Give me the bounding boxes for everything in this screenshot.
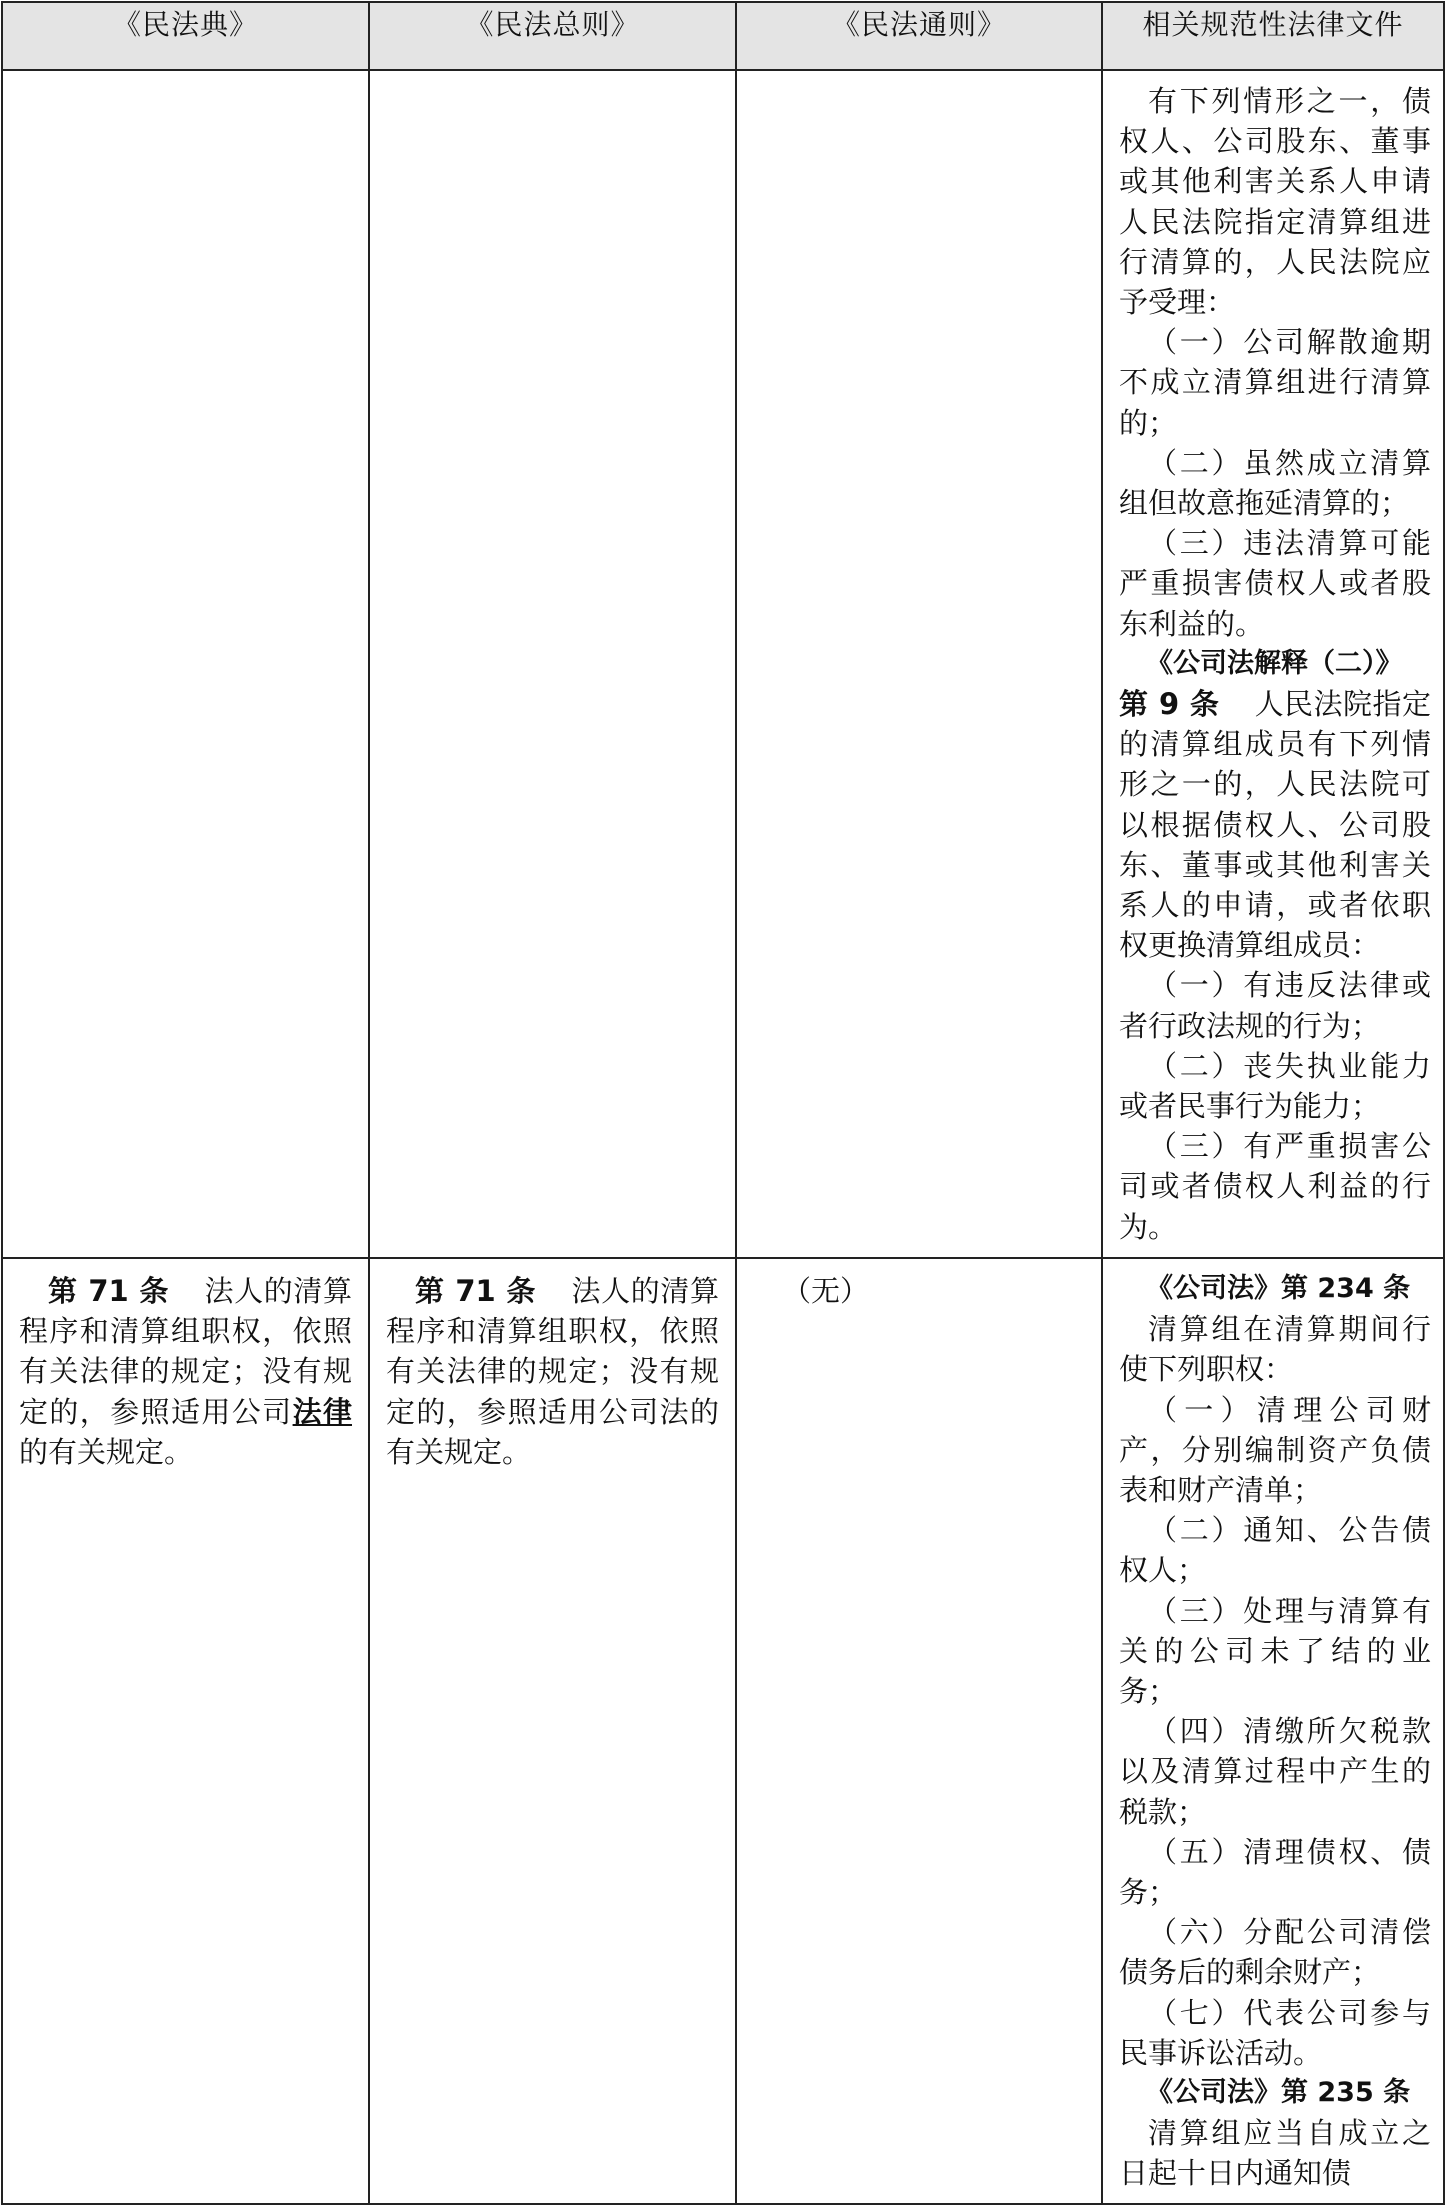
underlined-term: 法律 [292, 1394, 352, 1429]
list-item: （一）清理公司财产，分别编制资产负债表和财产清单； [1119, 1392, 1431, 1508]
paragraph: 清算组应当自成立之日起十日内通知债 [1119, 2116, 1431, 2191]
cell-related-documents [1102, 1258, 1444, 2204]
paragraph: （三）违法清算可能严重损害债权人或者股东利益的。 [1119, 526, 1431, 641]
table-row [2, 1258, 1444, 2204]
cell-general-principles [736, 1258, 1102, 2204]
list-item: （五）清理债权、债务； [1119, 1834, 1431, 1910]
doc-heading: 《公司法》第 235 条 [1146, 2077, 1411, 2109]
header-related-documents: 相关规范性法律文件 [1102, 2, 1444, 70]
header-general-principles: 《民法通则》 [736, 2, 1102, 70]
paragraph: （二）丧失执业能力或者民事行为能力； [1119, 1048, 1431, 1124]
article-label: 第 71 条 [415, 1274, 537, 1308]
article-label: 第 71 条 [48, 1274, 170, 1308]
article-text: 人民法院指定的清算组成员有下列情形之一的，人民法院可以根据债权人、公司股东、董事或其他利害关系人的申请，或者依职权更换清算组成员： [1119, 687, 1431, 963]
paragraph: （二）虽然成立清算组但故意拖延清算的； [1119, 445, 1431, 521]
cell-general-provisions [369, 1258, 736, 2204]
list-item: （三）处理与清算有关的公司未了结的业务； [1119, 1593, 1431, 1709]
doc-heading: 《公司法》第 234 条 [1146, 1273, 1411, 1304]
cell-civil-code [2, 1258, 369, 2204]
header-civil-code: 《民法典》 [2, 2, 369, 70]
table-row [2, 70, 1444, 1258]
article-text-end: 的有关规定。 [19, 1434, 194, 1469]
article-text: 法人的清算程序和清算组职权，依照有关法律的规定；没有规定的，参照适用公司法的有关规定。 [386, 1274, 719, 1469]
article-label: 第 9 条 [1119, 687, 1220, 722]
doc-heading: 《公司法解释（二）》 [1146, 647, 1403, 679]
cell-general-provisions [369, 70, 736, 1258]
cell-related-documents [1102, 70, 1444, 1258]
cell-general-principles [736, 70, 1102, 1258]
list-item: （二）通知、公告债权人； [1119, 1513, 1431, 1588]
table-header-row [2, 2, 1444, 70]
paragraph: （一）公司解散逾期不成立清算组进行清算的； [1119, 325, 1431, 440]
list-item: （六）分配公司清偿债务后的剩余财产； [1119, 1915, 1431, 1990]
none-text: （无） [782, 1274, 870, 1308]
cell-civil-code [2, 70, 369, 1258]
paragraph: （一）有违反法律或者行政法规的行为； [1119, 968, 1431, 1043]
list-item: （四）清缴所欠税款以及清算过程中产生的税款； [1119, 1714, 1431, 1829]
header-general-provisions: 《民法总则》 [369, 2, 736, 70]
paragraph: 有下列情形之一，债权人、公司股东、董事或其他利害关系人申请人民法院指定清算组进行清算的，人民法院应予受理： [1119, 84, 1431, 320]
law-comparison-table [1, 1, 1445, 2205]
article-text: 法人的清算程序和清算组职权，依照有关法律的规定；没有规定的，参照适用公司 [19, 1274, 352, 1429]
paragraph: （三）有严重损害公司或者债权人利益的行为。 [1119, 1129, 1431, 1244]
list-item: （七）代表公司参与民事诉讼活动。 [1119, 1995, 1431, 2070]
paragraph: 清算组在清算期间行使下列职权： [1119, 1312, 1431, 1387]
